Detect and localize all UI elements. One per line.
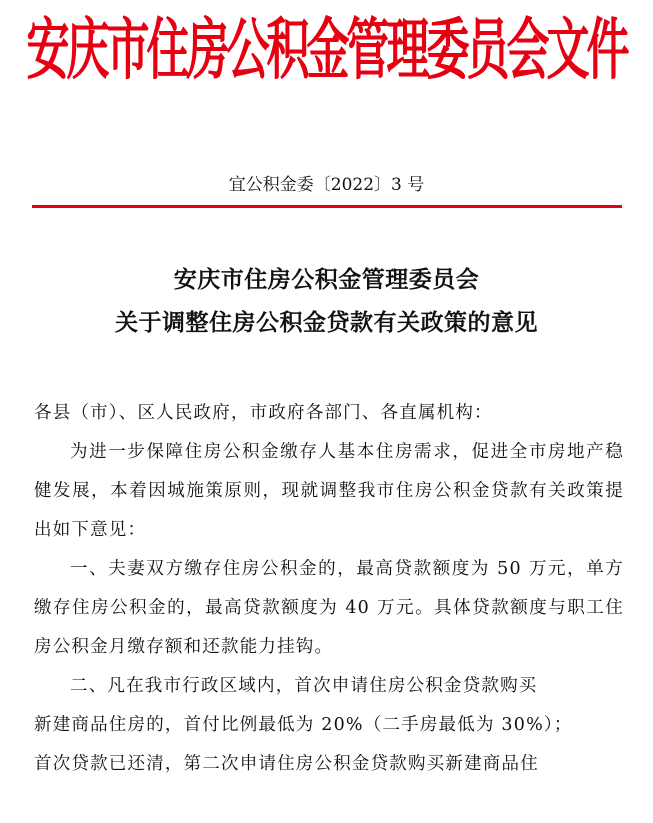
item-2-line-2: 新建商品住房的，首付比例最低为 20%（二手房最低为 30%）；	[34, 715, 573, 735]
title-line-2: 关于调整住房公积金贷款有关政策的意见	[115, 309, 538, 336]
intro-paragraph: 为进一步保障住房公积金缴存人基本住房需求，促进全市房地产稳健发展，本着因城施策原则，现就调整我市住房公积金贷款有关政策提出如下意见：	[34, 442, 624, 540]
item-2-line-3: 首次贷款已还清，第二次申请住房公积金贷款购买新建商品住	[34, 754, 539, 774]
document-number: 宜公积金委〔2022〕3 号	[228, 175, 425, 195]
red-divider-line	[32, 205, 622, 208]
item-2-line-1: 二、凡在我市行政区域内，首次申请住房公积金贷款购买	[70, 676, 538, 696]
document-body	[34, 394, 624, 784]
issuer-title: 安庆市住房公积金管理委员会文件	[26, 12, 627, 90]
title-line-1: 安庆市住房公积金管理委员会	[173, 266, 480, 293]
salutation: 各县（市）、区人民政府，市政府各部门、各直属机构：	[34, 403, 493, 423]
document-title	[0, 258, 653, 344]
item-2-paragraph	[34, 667, 624, 784]
item-1-paragraph: 一、夫妻双方缴存住房公积金的，最高贷款额度为 50 万元，单方缴存住房公积金的，最高贷款额度为 40 万元。具体贷款额度与职工住房公积金月缴存额和还款能力挂钩。	[34, 559, 624, 657]
